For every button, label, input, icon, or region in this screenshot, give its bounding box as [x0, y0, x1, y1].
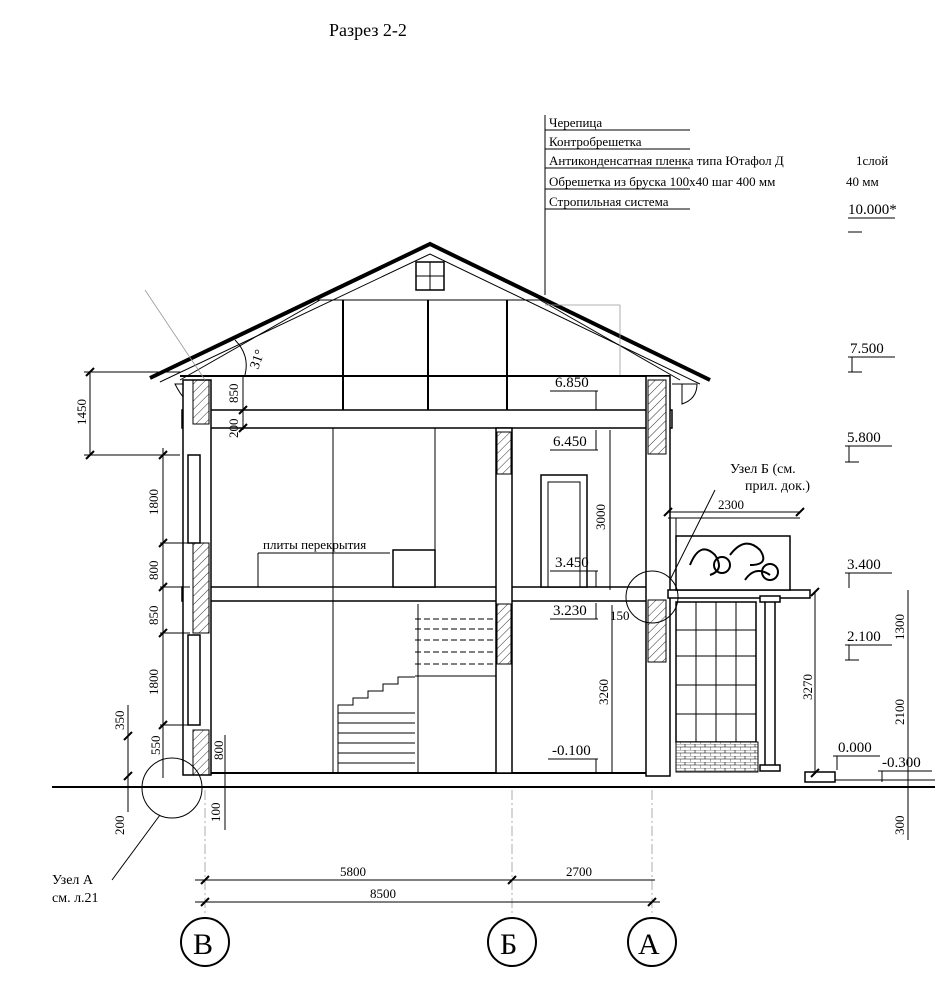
dim-1300: 1300 — [892, 614, 907, 640]
level-10000: 10.000* — [848, 202, 897, 218]
dims-bottom — [195, 864, 660, 906]
dim-2700: 2700 — [566, 864, 592, 879]
axis-b-label: Б — [500, 928, 518, 961]
axis-v-label: В — [193, 928, 214, 961]
dim-5800: 5800 — [340, 864, 366, 879]
roof-layer-2: Контробрешетка — [549, 134, 642, 149]
level-marks-right — [833, 202, 932, 782]
right-wall — [646, 376, 670, 776]
dim-1800-top: 1800 — [146, 489, 161, 515]
dim-350: 350 — [112, 710, 127, 730]
level-6450: 6.450 — [553, 434, 587, 450]
node-b-line1: Узел Б (см. — [730, 462, 796, 477]
node-a-line1: Узел А — [52, 873, 94, 888]
level-3450: 3.450 — [555, 555, 589, 571]
dim-200-top: 200 — [226, 418, 241, 438]
level-5800: 5.800 — [847, 430, 881, 446]
level-7500: 7.500 — [850, 341, 884, 357]
level-6850: 6.850 — [555, 375, 589, 391]
level-minus-0300: -0.300 — [882, 755, 921, 771]
slab-label: плиты перекрытия — [263, 537, 367, 552]
level-0000: 0.000 — [838, 740, 872, 756]
dim-850-left: 850 — [146, 605, 161, 625]
roof-angle: 31° — [247, 347, 269, 372]
dim-2300: 2300 — [718, 497, 744, 512]
dim-8500: 8500 — [370, 886, 396, 901]
axis-a-label: А — [638, 928, 660, 961]
node-a-line2: см. л.21 — [52, 891, 99, 906]
dim-2100: 2100 — [892, 699, 907, 725]
left-wall — [183, 380, 211, 775]
roof-layer-4: Обрешетка из бруска 100х40 шаг 400 мм — [549, 174, 776, 189]
dim-1800-bottom: 1800 — [146, 669, 161, 695]
axis-bubbles — [181, 918, 676, 966]
level-minus-0100: -0.100 — [552, 743, 591, 759]
veranda — [668, 518, 835, 782]
roof-layer-5: Стропильная система — [549, 194, 669, 209]
roof-layer-1: Черепица — [549, 115, 603, 130]
node-b-line2: прил. док.) — [745, 479, 811, 494]
dims-left — [74, 368, 190, 835]
dim-850-top: 850 — [226, 383, 241, 403]
dim-300: 300 — [892, 815, 907, 835]
node-a-callout — [52, 758, 202, 906]
dim-200-left: 200 — [112, 815, 127, 835]
level-2100: 2.100 — [847, 629, 881, 645]
roof-layer-4-extra: 40 мм — [846, 174, 879, 189]
level-3400: 3.400 — [847, 557, 881, 573]
dim-1450: 1450 — [74, 399, 89, 425]
roof-layers-callout — [545, 115, 888, 295]
roof-layer-3-extra: 1слой — [856, 153, 889, 168]
dim-3270: 3270 — [800, 674, 815, 700]
roof — [150, 244, 710, 404]
dim-100: 100 — [208, 802, 223, 822]
dim-550: 550 — [148, 735, 163, 755]
dim-800-left: 800 — [146, 560, 161, 580]
level-3230: 3.230 — [553, 603, 587, 619]
dim-150: 150 — [610, 608, 630, 623]
dim-3260: 3260 — [596, 679, 611, 705]
drawing-title: Разрез 2-2 — [329, 20, 407, 40]
roof-layer-3: Антиконденсатная пленка типа Ютафол Д — [549, 153, 784, 168]
dim-3000: 3000 — [593, 504, 608, 530]
dim-800-bottom: 800 — [211, 740, 226, 760]
